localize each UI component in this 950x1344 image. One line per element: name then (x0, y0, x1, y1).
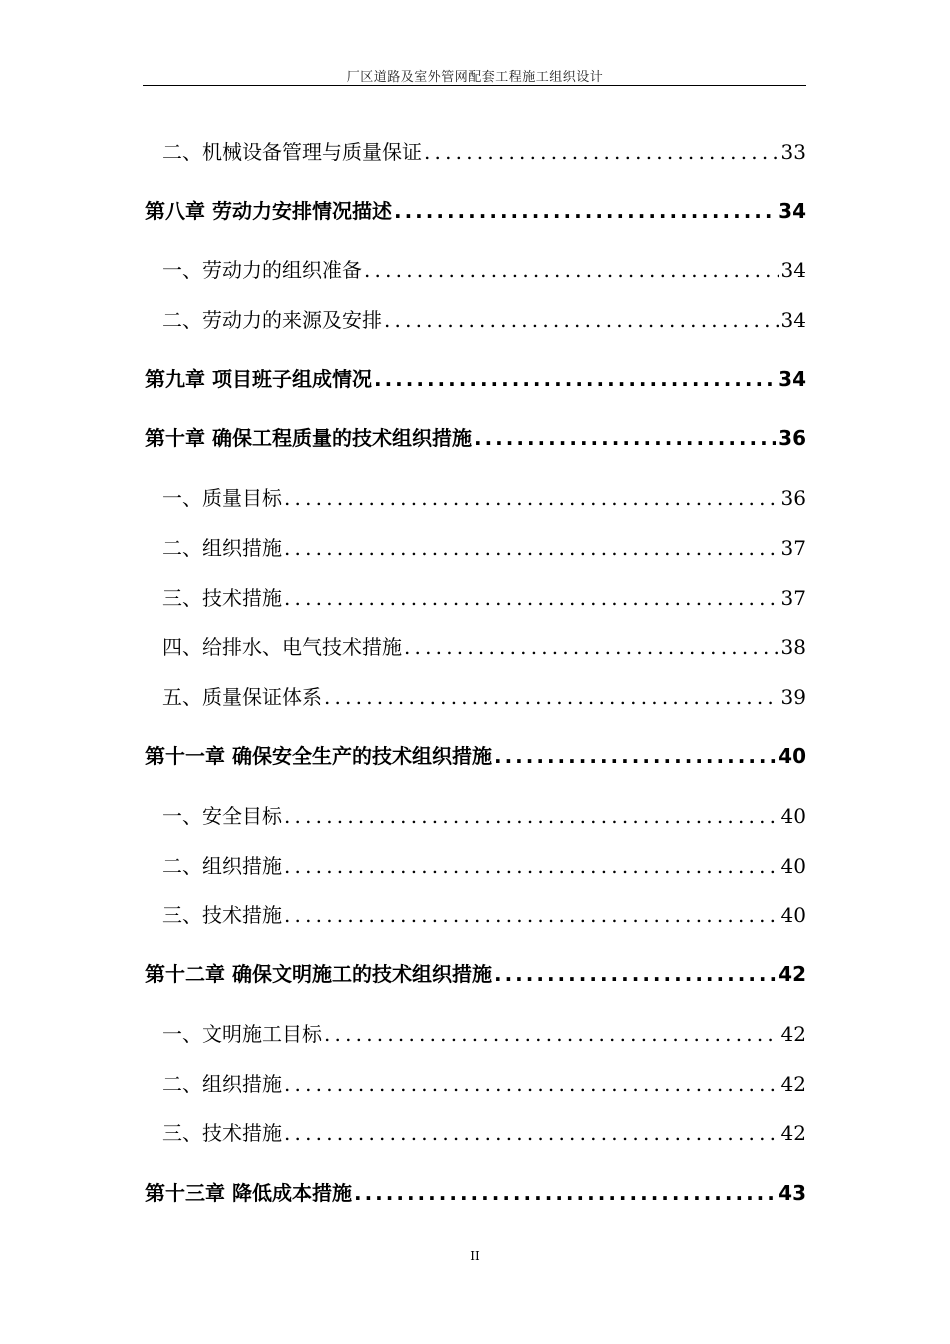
toc-dot-leader (404, 632, 779, 662)
toc-entry-title: 第十二章 确保文明施工的技术组织措施 (145, 962, 492, 986)
toc-section-entry[interactable] (162, 1019, 806, 1049)
toc-entry-title: 第十三章 降低成本措施 (145, 1181, 352, 1205)
toc-entry-title: 二、机械设备管理与质量保证 (162, 140, 422, 164)
toc-section-entry[interactable] (162, 632, 806, 662)
toc-section-entry[interactable] (162, 533, 806, 563)
toc-entry-page-number: 40 (780, 804, 806, 828)
toc-entry-page-number: 40 (780, 854, 806, 878)
toc-entry-page-number: 34 (780, 308, 806, 332)
toc-dot-leader (494, 741, 776, 771)
toc-entry-page-number: 33 (780, 140, 806, 164)
toc-chapter-entry[interactable] (145, 196, 806, 226)
toc-dot-leader (284, 851, 779, 881)
toc-entry-page-number: 34 (778, 199, 806, 223)
toc-dot-leader (374, 364, 776, 394)
toc-dot-leader (394, 196, 776, 226)
header-divider (143, 85, 806, 86)
toc-entry-title: 一、质量目标 (162, 486, 282, 510)
toc-dot-leader (284, 900, 779, 930)
toc-chapter-entry[interactable] (145, 423, 806, 453)
toc-entry-title: 一、文明施工目标 (162, 1022, 322, 1046)
toc-entry-title: 第九章 项目班子组成情况 (145, 367, 372, 391)
document-header-title: 厂区道路及室外管网配套工程施工组织设计 (346, 70, 604, 85)
toc-dot-leader (364, 255, 779, 285)
toc-entry-title: 一、劳动力的组织准备 (162, 258, 362, 282)
toc-section-entry[interactable] (162, 1118, 806, 1148)
toc-entry-title: 三、技术措施 (162, 1121, 282, 1145)
toc-entry-page-number: 38 (780, 635, 806, 659)
toc-chapter-entry[interactable] (145, 741, 806, 771)
toc-section-entry[interactable] (162, 137, 806, 167)
toc-entry-title: 二、组织措施 (162, 1072, 282, 1096)
toc-section-entry[interactable] (162, 1069, 806, 1099)
toc-entry-page-number: 37 (780, 536, 806, 560)
toc-section-entry[interactable] (162, 900, 806, 930)
toc-section-entry[interactable] (162, 583, 806, 613)
toc-dot-leader (284, 1069, 779, 1099)
toc-entry-page-number: 42 (778, 962, 806, 986)
toc-entry-page-number: 34 (778, 367, 806, 391)
toc-section-entry[interactable] (162, 483, 806, 513)
page-number: II (470, 1249, 480, 1263)
toc-chapter-entry[interactable] (145, 959, 806, 989)
toc-chapter-entry[interactable] (145, 364, 806, 394)
toc-dot-leader (324, 682, 779, 712)
toc-chapter-entry[interactable] (145, 1178, 806, 1208)
toc-entry-title: 三、技术措施 (162, 903, 282, 927)
toc-entry-page-number: 39 (780, 685, 806, 709)
toc-section-entry[interactable] (162, 851, 806, 881)
toc-dot-leader (474, 423, 776, 453)
toc-dot-leader (354, 1178, 776, 1208)
toc-section-entry[interactable] (162, 801, 806, 831)
toc-dot-leader (284, 533, 779, 563)
toc-entry-page-number: 40 (780, 903, 806, 927)
toc-dot-leader (284, 483, 779, 513)
toc-entry-title: 二、组织措施 (162, 536, 282, 560)
toc-entry-title: 五、质量保证体系 (162, 685, 322, 709)
toc-dot-leader (494, 959, 776, 989)
toc-entry-title: 第十一章 确保安全生产的技术组织措施 (145, 744, 492, 768)
toc-entry-page-number: 36 (780, 486, 806, 510)
toc-entry-page-number: 37 (780, 586, 806, 610)
toc-entry-page-number: 42 (780, 1072, 806, 1096)
toc-section-entry[interactable] (162, 305, 806, 335)
toc-entry-title: 一、安全目标 (162, 804, 282, 828)
toc-entry-title: 三、技术措施 (162, 586, 282, 610)
toc-entry-page-number: 34 (780, 258, 806, 282)
toc-entry-title: 第十章 确保工程质量的技术组织措施 (145, 426, 472, 450)
toc-section-entry[interactable] (162, 255, 806, 285)
toc-section-entry[interactable] (162, 682, 806, 712)
toc-dot-leader (424, 137, 779, 167)
toc-entry-page-number: 36 (778, 426, 806, 450)
toc-entry-title: 四、给排水、电气技术措施 (162, 635, 402, 659)
toc-dot-leader (324, 1019, 779, 1049)
toc-dot-leader (384, 305, 779, 335)
toc-entry-page-number: 43 (778, 1181, 806, 1205)
toc-dot-leader (284, 801, 779, 831)
toc-entry-page-number: 42 (780, 1121, 806, 1145)
toc-dot-leader (284, 583, 779, 613)
toc-entry-title: 二、组织措施 (162, 854, 282, 878)
toc-dot-leader (284, 1118, 779, 1148)
toc-entry-title: 二、劳动力的来源及安排 (162, 308, 382, 332)
toc-entry-page-number: 40 (778, 744, 806, 768)
toc-entry-page-number: 42 (780, 1022, 806, 1046)
toc-entry-title: 第八章 劳动力安排情况描述 (145, 199, 392, 223)
